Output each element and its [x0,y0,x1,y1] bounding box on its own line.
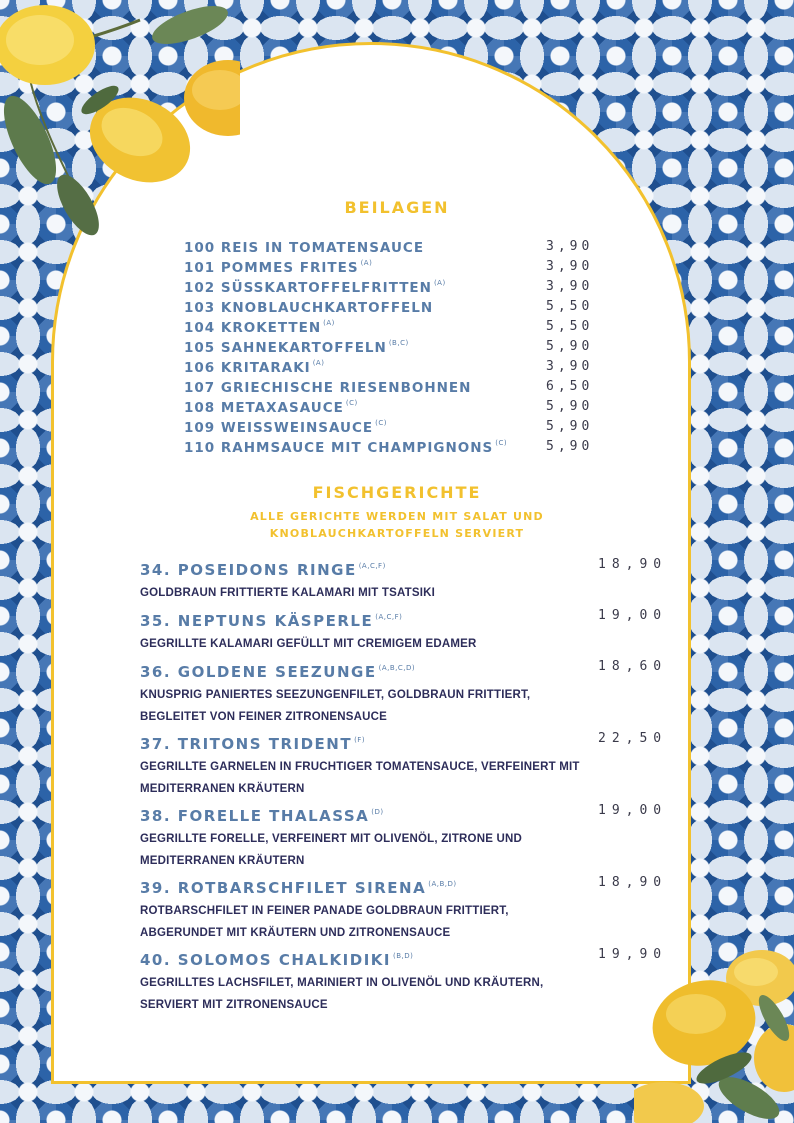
lemon-branch-icon [634,948,794,1123]
allergen-code: (A) [323,319,335,327]
dish-label: 34. POSEIDONS RINGE [140,561,357,579]
allergen-code: (A) [312,359,325,367]
dish-name [140,945,590,971]
side-dish-price: 3,90 [546,279,594,294]
fischgerichte-subtitle-line: ALLE GERICHTE WERDEN MIT SALAT UND [250,510,544,523]
side-dish-name [184,379,473,396]
list-item [140,555,668,604]
side-dish-label: 107 GRIECHISCHE RIESENBOHNEN [184,380,472,396]
side-dish-name [184,299,435,316]
side-dish-name [184,279,446,296]
allergen-code: (B,D) [393,952,414,960]
dish-label: 36. GOLDENE SEEZUNGE [140,663,377,681]
side-dish-price: 3,90 [546,359,594,374]
dish-price: 18,90 [598,875,668,890]
dish-name [140,729,590,755]
side-dish-price: 3,90 [546,239,594,254]
dish-price: 22,50 [598,731,668,746]
list-item [184,319,604,339]
dish-description: GOLDBRAUN FRITTIERTE KALAMARI MIT TSATSIKI [140,587,436,599]
list-item [140,729,668,800]
side-dish-name [184,359,324,376]
list-item [140,606,668,655]
side-dish-name [184,399,358,416]
dish-label: 37. TRITONS TRIDENT [140,735,353,753]
dish-name [140,555,590,581]
side-dish-price: 5,90 [546,419,594,434]
dish-label: 39. ROTBARSCHFILET SIRENA [140,879,427,897]
list-item [184,259,604,279]
dish-label: 35. NEPTUNS KÄSPERLE [140,612,374,630]
dish-price: 18,60 [598,659,668,674]
list-item [184,379,604,399]
allergen-code: (A) [360,259,373,267]
side-dish-name [184,439,507,456]
dish-label: 40. SOLOMOS CHALKIDIKI [140,951,391,969]
allergen-code: (D) [371,808,384,816]
dish-description: GEGRILLTE GARNELEN IN FRUCHTIGER TOMATENSAUCE, VERFEINERT MIT MEDITERRANEN KRÄUTERN [140,761,580,795]
dish-description: GEGRILLTE FORELLE, VERFEINERT MIT OLIVENÖL, ZITRONE UND MEDITERRANEN KRÄUTERN [140,833,522,867]
list-item [140,873,668,944]
dish-description: KNUSPRIG PANIERTES SEEZUNGENFILET, GOLDBRAUN FRITTIERT, BEGLEITET VON FEINER ZITRONENSAUCE [140,689,531,723]
dish-price: 19,90 [598,947,668,962]
side-dish-label: 110 RAHMSAUCE MIT CHAMPIGNONS [184,440,494,456]
list-item [140,945,668,1016]
fischgerichte-title: FISCHGERICHTE [312,483,482,502]
side-dish-label: 106 KRITARAKI [184,360,311,376]
side-dish-label: 109 WEISSWEINSAUCE [184,420,374,436]
allergen-code: (B,C) [388,339,409,347]
list-item [184,299,604,319]
dish-name [140,606,590,632]
dish-description: GEGRILLTES LACHSFILET, MARINIERT IN OLIVENÖL UND KRÄUTERN, SERVIERT MIT ZITRONENSAUCE [140,977,544,1011]
side-dish-name [184,339,409,356]
beilagen-title: BEILAGEN [344,198,450,217]
list-item [184,279,604,299]
list-item [184,339,604,359]
side-dish-label: 100 REIS IN TOMATENSAUCE [184,240,425,256]
side-dish-price: 5,50 [546,299,594,314]
side-dish-label: 105 SAHNEKARTOFFELN [184,340,387,356]
list-item [184,419,604,439]
allergen-code: (C) [345,399,358,407]
dish-name [140,873,590,899]
side-dish-list [184,239,604,459]
list-item [140,801,668,872]
list-item [184,439,604,459]
allergen-code: (F) [354,736,366,744]
side-dish-name [184,259,372,276]
allergen-code: (C) [495,439,508,447]
side-dish-price: 5,90 [546,339,594,354]
side-dish-name [184,419,387,436]
side-dish-label: 103 KNOBLAUCHKARTOFFELN [184,300,434,316]
side-dish-label: 102 SÜSSKARTOFFELFRITTEN [184,280,432,296]
list-item [184,359,604,379]
allergen-code: (A,B,D) [428,880,457,888]
side-dish-label: 104 KROKETTEN [184,320,322,336]
dish-name [140,801,590,827]
list-item [184,399,604,419]
allergen-code: (A,C,F) [375,613,403,621]
dish-name [140,657,590,683]
dish-price: 19,00 [598,803,668,818]
side-dish-price: 5,90 [546,439,594,454]
side-dish-price: 6,50 [546,379,594,394]
dish-description: ROTBARSCHFILET IN FEINER PANADE GOLDBRAUN FRITTIERT, ABGERUNDET MIT KRÄUTERN UND ZITRONENSAUCE [140,905,509,939]
dish-price: 19,00 [598,608,668,623]
allergen-code: (C) [375,419,387,427]
fischgerichte-subtitle [0,508,794,542]
list-item [140,657,668,728]
side-dish-price: 5,90 [546,399,594,414]
side-dish-price: 3,90 [546,259,594,274]
side-dish-label: 101 POMMES FRITES [184,260,359,276]
side-dish-price: 5,50 [546,319,594,334]
allergen-code: (A,B,C,D) [378,664,416,672]
list-item [184,239,604,259]
dish-label: 38. FORELLE THALASSA [140,807,370,825]
side-dish-name [184,239,426,256]
allergen-code: (A) [433,279,446,287]
dish-description: GEGRILLTE KALAMARI GEFÜLLT MIT CREMIGEM EDAMER [140,638,477,650]
allergen-code: (A,C,F) [358,562,386,570]
dish-price: 18,90 [598,557,668,572]
side-dish-label: 108 METAXASAUCE [184,400,344,416]
side-dish-name [184,319,335,336]
fischgerichte-subtitle-line: KNOBLAUCHKARTOFFELN SERVIERT [269,527,525,540]
